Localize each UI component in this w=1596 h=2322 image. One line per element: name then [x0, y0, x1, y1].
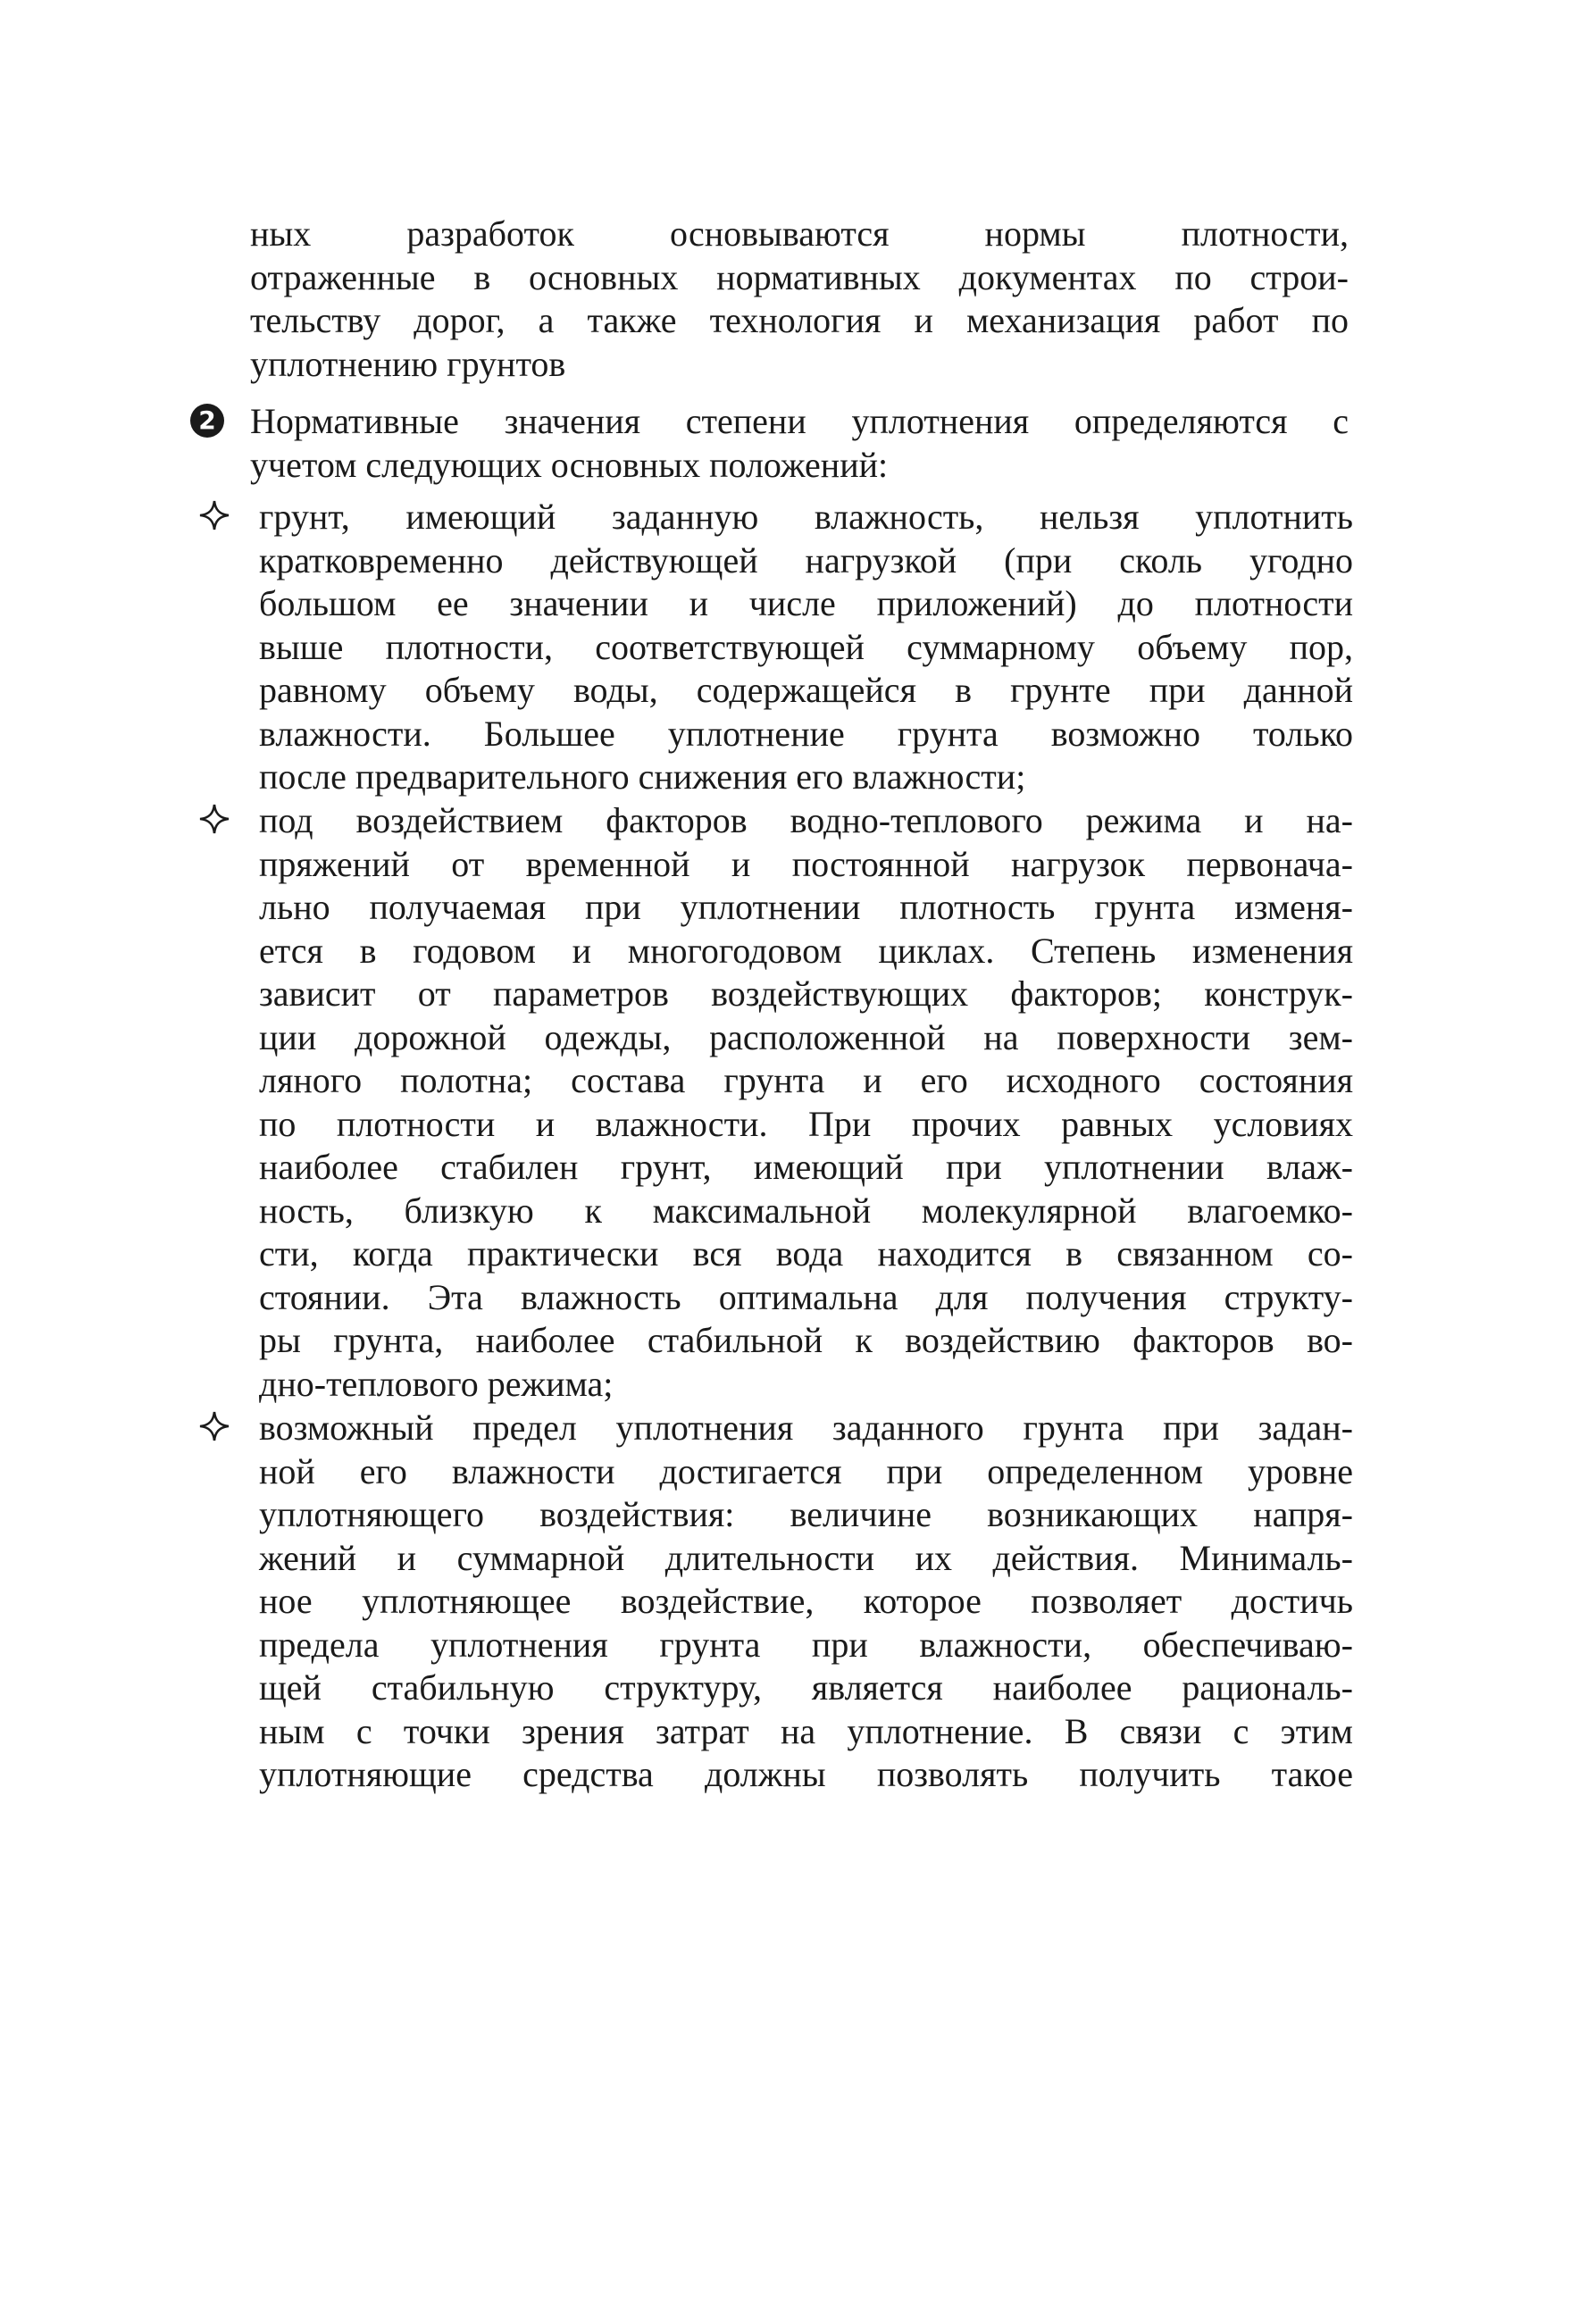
text-line: стоянии. Эта влажность оптимальна для получения структу-: [259, 1276, 1353, 1317]
text-line: предела уплотнения грунта при влажности, обеспечиваю-: [259, 1624, 1353, 1665]
text-line: ность, близкую к максимальной молекулярной влагоемко-: [259, 1190, 1353, 1231]
four-point-star-bullet-icon: [196, 801, 232, 837]
text-line: ляного полотна; состава грунта и его исходного состояния: [259, 1060, 1353, 1100]
text-line: Нормативные значения степени уплотнения определяются с: [250, 401, 1349, 441]
text-line: уплотняющие средства должны позволять получить такое: [259, 1754, 1353, 1794]
intro-paragraph: [250, 213, 1349, 386]
bullet-item: [259, 799, 1353, 1406]
text-line: ным с точки зрения затрат на уплотнение. В связи с этим: [259, 1710, 1353, 1751]
text-line: ется в годовом и многогодовом циклах. Степень изменения: [259, 930, 1353, 971]
text-line: под воздействием факторов водно-теплового режима и на-: [259, 800, 1353, 840]
text-line: влажности. Большее уплотнение грунта возможно только: [259, 713, 1353, 754]
four-point-star-bullet-icon: [196, 1408, 232, 1444]
text-line: ной его влажности достигается при определенном уровне: [259, 1450, 1353, 1491]
text-line: возможный предел уплотнения заданного грунта при задан-: [259, 1407, 1353, 1448]
text-line: наиболее стабилен грунт, имеющий при уплотнении влаж-: [259, 1147, 1353, 1187]
text-line: сти, когда практически вся вода находится в связанном со-: [259, 1233, 1353, 1274]
text-line: по плотности и влажности. При прочих равных условиях: [259, 1103, 1353, 1144]
text-line: ции дорожной одежды, расположенной на поверхности зем-: [259, 1016, 1353, 1057]
text-line: грунт, имеющий заданную влажность, нельзя уплотнить: [259, 497, 1353, 537]
text-line: равному объему воды, содержащейся в грунте при данной: [259, 670, 1353, 710]
numbered-item-2: [198, 400, 1349, 487]
text-line: зависит от параметров воздействующих факторов; конструк-: [259, 973, 1353, 1014]
text-line: щей стабильную структуру, является наиболее рациональ-: [259, 1667, 1353, 1708]
text-line: пряжений от временной и постоянной нагрузок первонача-: [259, 843, 1353, 884]
text-line: уплотнению грунтов: [250, 343, 566, 384]
text-line: льно получаемая при уплотнении плотность грунта изменя-: [259, 887, 1353, 927]
text-line: ных разработок основываются нормы плотности,: [250, 213, 1349, 254]
text-line: ры грунта, наиболее стабильной к воздействию факторов во-: [259, 1320, 1353, 1360]
text-line: учетом следующих основных положений:: [250, 444, 889, 485]
text-line: большом ее значении и числе приложений) до плотности: [259, 583, 1353, 623]
text-line: жений и суммарной длительности их действия. Минималь-: [259, 1537, 1353, 1578]
bullet-item: [259, 1407, 1353, 1797]
text-line: выше плотности, соответствующей суммарному объему пор,: [259, 626, 1353, 667]
text-line: отраженные в основных нормативных документах по строи-: [250, 256, 1349, 297]
text-line: тельству дорог, а также технология и механизация работ по: [250, 300, 1349, 340]
text-line: после предварительного снижения его влажности;: [259, 756, 1026, 797]
text-line: кратковременно действующей нагрузкой (при сколь угодно: [259, 539, 1353, 580]
text-line: ное уплотняющее воздействие, которое позволяет достичь: [259, 1581, 1353, 1621]
text-line: уплотняющего воздействия: величине возникающих напря-: [259, 1494, 1353, 1534]
circled-number-2-icon: 2: [190, 404, 224, 438]
bullet-item: [259, 496, 1353, 799]
four-point-star-bullet-icon: [196, 497, 232, 533]
text-line: дно-теплового режима;: [259, 1363, 614, 1404]
